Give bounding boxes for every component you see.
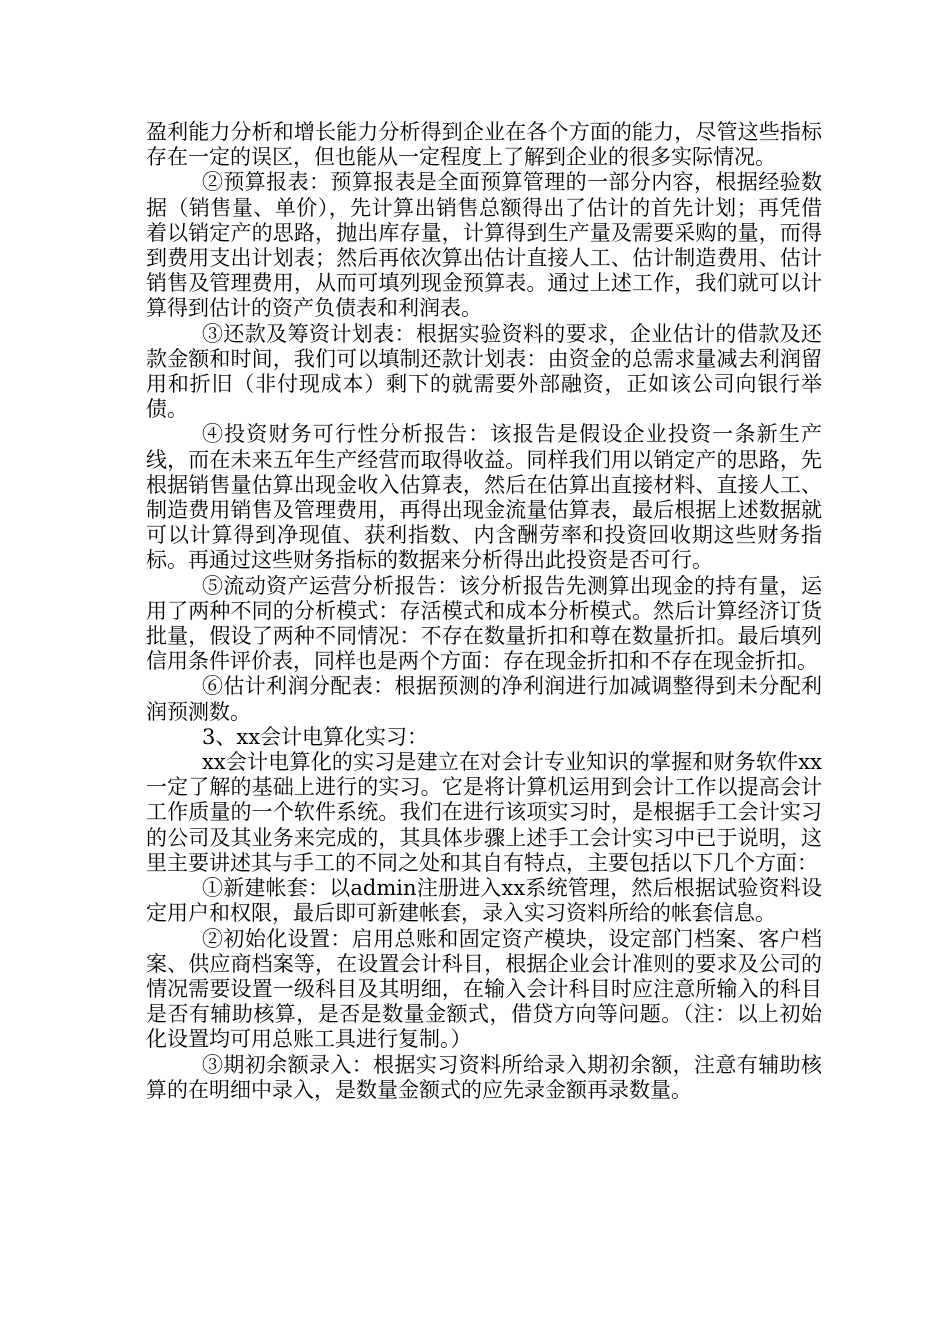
paragraph-repayment-plan: ③还款及筹资计划表：根据实验资料的要求，企业估计的借款及还款金额和时间，我们可以填制还款计划表：由资金的总需求量减去利润留用和折旧（非付现成本）剩下的就需要外部融资，正如该公司向银行举债。 — [146, 321, 822, 422]
paragraph-computerized-accounting-intro: xx会计电算化的实习是建立在对会计专业知识的掌握和财务软件xx一定了解的基础上进行的实习。它是将计算机运用到会计工作以提高会计工作质量的一个软件系统。我们在进行该项实习时，是根据手工会计实习的公司及其业务来完成的，其具体步骤上述手工会计实习中已于说明，这里主要讲述其与手工的不同之处和其自有特点，主要包括以下几个方面： — [146, 750, 822, 875]
paragraph-budget-report: ②预算报表：预算报表是全面预算管理的一部分内容，根据经验数据（销售量、单价），先计算出销售总额得出了估计的首先计划；再凭借着以销定产的思路，抛出库存量，计算得到生产量及需要采购的量，而得到费用支出计划表；然后再依次算出估计直接人工、估计制造费用、估计销售及管理费用，从而可填列现金预算表。通过上述工作，我们就可以计算得到估计的资产负债表和利润表。 — [146, 170, 822, 321]
paragraph-current-assets-analysis: ⑤流动资产运营分析报告：该分析报告先测算出现金的持有量，运用了两种不同的分析模式：存活模式和成本分析模式。然后计算经济订货批量，假设了两种不同情况：不存在数量折扣和尊在数量折扣。最后填列信用条件评价表，同样也是两个方面：存在现金折扣和不存在现金折扣。 — [146, 573, 822, 674]
paragraph-opening-balance-entry: ③期初余额录入：根据实习资料所给录入期初余额，注意有辅助核算的在明细中录入，是数量金额式的应先录金额再录数量。 — [146, 1052, 822, 1102]
section-heading-computerized-accounting: 3、xx会计电算化实习： — [202, 724, 429, 749]
document-body — [146, 120, 822, 1103]
paragraph-profitability-continued: 盈利能力分析和增长能力分析得到企业在各个方面的能力，尽管这些指标存在一定的误区，但也能从一定程度上了解到企业的很多实际情况。 — [146, 120, 822, 170]
paragraph-profit-distribution: ⑥估计利润分配表：根据预测的净利润进行加减调整得到未分配利润预测数。 — [146, 674, 822, 724]
paragraph-investment-feasibility: ④投资财务可行性分析报告：该报告是假设企业投资一条新生产线，而在未来五年生产经营而取得收益。同样我们用以销定产的思路，先根据销售量估算出现金收入估算表，然后在估算出直接材料、直接人工、制造费用销售及管理费用，再得出现金流量估算表，最后根据上述数据就可以计算得到净现值、获利指数、内含酬劳率和投资回收期这些财务指标。再通过这些财务指标的数据来分析得出此投资是否可行。 — [146, 422, 822, 573]
paragraph-initialization-settings: ②初始化设置：启用总账和固定资产模块，设定部门档案、客户档案、供应商档案等，在设置会计科目，根据企业会计准则的要求及公司的情况需要设置一级科目及其明细，在输入会计科目时应注意所输入的科目是否有辅助核算，是否是数量金额式，借贷方向等问题。（注：以上初始化设置均可用总账工具进行复制。） — [146, 926, 822, 1052]
paragraph-new-account-set: ①新建帐套：以admin注册进入xx系统管理，然后根据试验资料设定用户和权限，最后即可新建帐套，录入实习资料所给的帐套信息。 — [146, 876, 822, 926]
